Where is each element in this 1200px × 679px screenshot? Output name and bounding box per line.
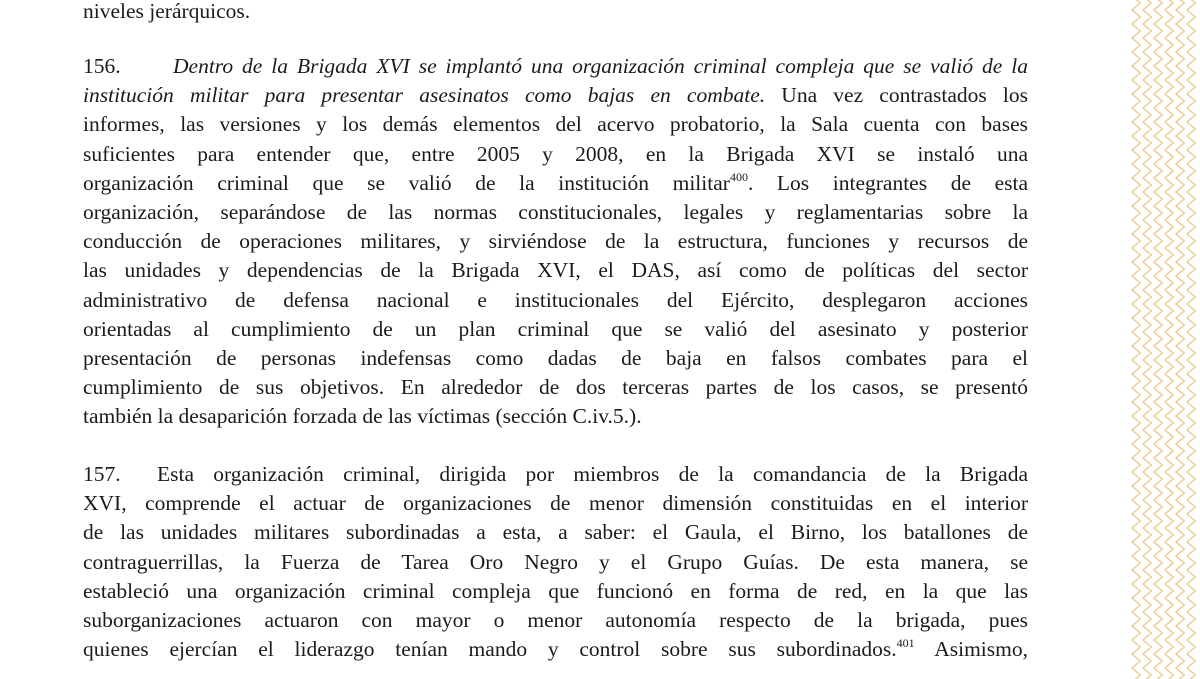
text-line: cumplimiento de sus objetivos. En alrededor de dos terceras partes de los casos, se presentó [83,375,1028,400]
text-line: niveles jerárquicos. [83,0,251,23]
text-line: organización criminal que se valió de la institución militar$^{400}$. Los integrantes de esta [83,169,1029,195]
zigzag-line [1143,0,1151,679]
footnote-ref-401[interactable]: 401 [896,636,915,651]
paragraph-number: 156. [83,54,121,78]
paragraph-156 [83,52,1028,432]
text-line: organización, separándose de las normas constitucionales, legales y reglamentarias sobre la [83,200,1028,225]
text-line: quienes ejercían el liderazgo tenían mando y control sobre sus subordinados.$^{401}$ Asimismo, [83,636,1028,662]
zigzag-line [1132,0,1140,679]
zigzag-line [1165,0,1173,679]
text-line: de las unidades militares subordinadas a esta, a saber: el Gaula, el Birno, los batallones de [83,520,1028,545]
zigzag-line [1187,0,1195,679]
text-line: institución militar para presentar asesinatos como bajas en combate. Una vez contrastados los [83,83,1029,108]
text-line: orientadas al cumplimiento de un plan criminal que se valió del asesinato y posterior [83,316,1028,341]
text-line: conducción de operaciones militares, y sirviéndose de la estructura, funciones y recursos de [83,229,1028,254]
italic-thesis: institución militar para presentar asesinatos como bajas en combate. [83,83,766,108]
text-line: presentación de personas indefensas como dadas de baja en falsos combates para el [83,346,1028,371]
text-line: contraguerrillas, la Fuerza de Tarea Oro Negro y el Grupo Guías. De esta manera, se [83,549,1028,574]
paragraph-number: 157. [83,462,121,486]
text-line: XVI, comprende el actuar de organizaciones de menor dimensión constituidas en el interior [83,491,1028,516]
text-line: informes, las versiones y los demás elementos del acervo probatorio, la Sala cuenta con bases [83,112,1028,137]
paragraph-157 [83,460,1028,664]
text-line: suficientes para entender que, entre 2005 y 2008, en la Brigada XVI se instaló una [83,141,1028,166]
footnote-ref-400[interactable]: 400 [729,169,748,184]
zigzag-border-pattern-icon [1128,0,1200,679]
text-line: también la desaparición forzada de las víctimas (sección C.iv.5.). [83,404,642,429]
text-line: 157. Esta organización criminal, dirigida por miembros de la comandancia de la Brigada [83,460,1028,489]
text-line: suborganizaciones actuaron con mayor o menor autonomía respecto de la brigada, pues [83,608,1028,633]
italic-thesis: Dentro de la Brigada XVI se implantó una organización criminal compleja que se valió de la [173,54,1028,78]
text-line: estableció una organización criminal compleja que funcionó en forma de red, en la que las [83,578,1028,603]
previous-paragraph-fragment [83,0,1028,26]
zigzag-line [1154,0,1162,679]
text-line: administrativo de defensa nacional e institucionales del Ejército, desplegaron acciones [83,287,1028,312]
text-line: las unidades y dependencias de la Brigada XVI, el DAS, así como de políticas del sector [83,258,1028,283]
text-line [83,52,1028,81]
zigzag-line [1176,0,1184,679]
